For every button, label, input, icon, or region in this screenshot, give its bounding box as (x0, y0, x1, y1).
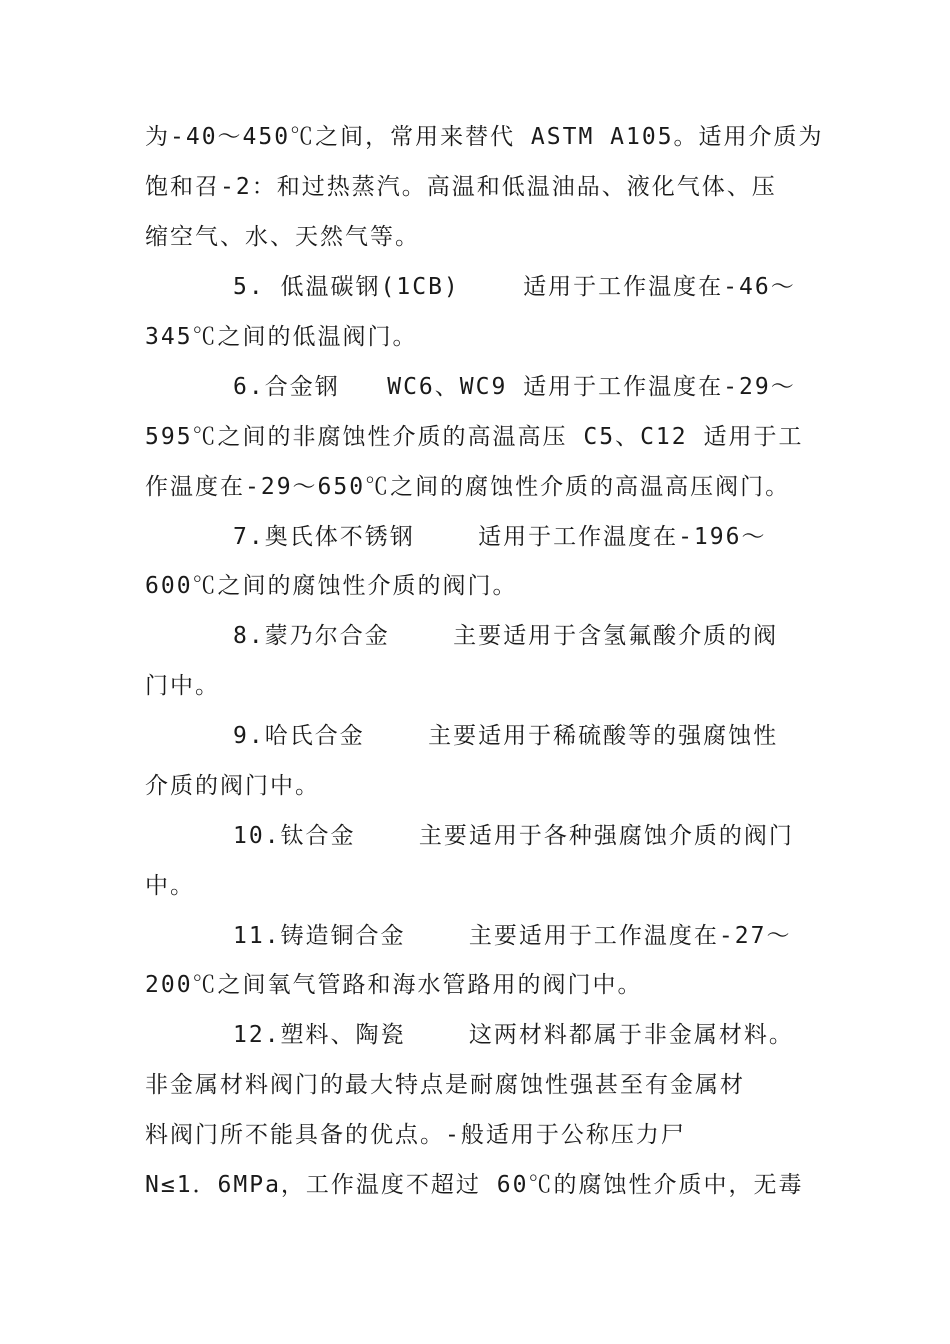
text-line: 595℃之间的非腐蚀性介质的高温高压 C5、C12 适用于工 (145, 424, 804, 450)
text-line: 缩空气、水、天然气等。 (145, 224, 420, 250)
text-line: 7.奥氏体不锈钢 适用于工作温度在-196～ (233, 524, 767, 550)
text-line: 11.铸造铜合金 主要适用于工作温度在-27～ (233, 923, 792, 949)
text-line: 为-40～450℃之间，常用来替代 ASTM A105。适用介质为 (145, 124, 824, 150)
text-line: 200℃之间氧气管路和海水管路用的阀门中。 (145, 972, 643, 998)
text-line: 5. 低温碳钢(1CB) 适用于工作温度在-46～ (233, 274, 796, 300)
text-line: N≤1．6MPa，工作温度不超过 60℃的腐蚀性介质中，无毒 (145, 1172, 804, 1198)
text-line: 饱和召-2：和过热蒸汽。高温和低温油品、液化气体、压 (145, 174, 777, 200)
text-line: 8.蒙乃尔合金 主要适用于含氢氟酸介质的阀 (233, 623, 779, 649)
text-line: 12.塑料、陶瓷 这两材料都属于非金属材料。 (233, 1022, 794, 1048)
text-line: 非金属材料阀门的最大特点是耐腐蚀性强甚至有金属材 (145, 1072, 745, 1098)
text-line: 10.钛合金 主要适用于各种强腐蚀介质的阀门 (233, 823, 794, 849)
text-line: 中。 (145, 873, 195, 899)
text-line: 门中。 (145, 673, 220, 699)
text-line: 料阀门所不能具备的优点。-般适用于公称压力尸 (145, 1122, 686, 1148)
text-line: 作温度在-29～650℃之间的腐蚀性介质的高温高压阀门。 (145, 474, 791, 500)
text-line: 介质的阀门中。 (145, 773, 320, 799)
text-line: 6.合金钢 WC6、WC9 适用于工作温度在-29～ (233, 374, 796, 400)
text-line: 345℃之间的低温阀门。 (145, 324, 418, 350)
text-line: 600℃之间的腐蚀性介质的阀门。 (145, 573, 518, 599)
text-line: 9.哈氏合金 主要适用于稀硫酸等的强腐蚀性 (233, 723, 779, 749)
